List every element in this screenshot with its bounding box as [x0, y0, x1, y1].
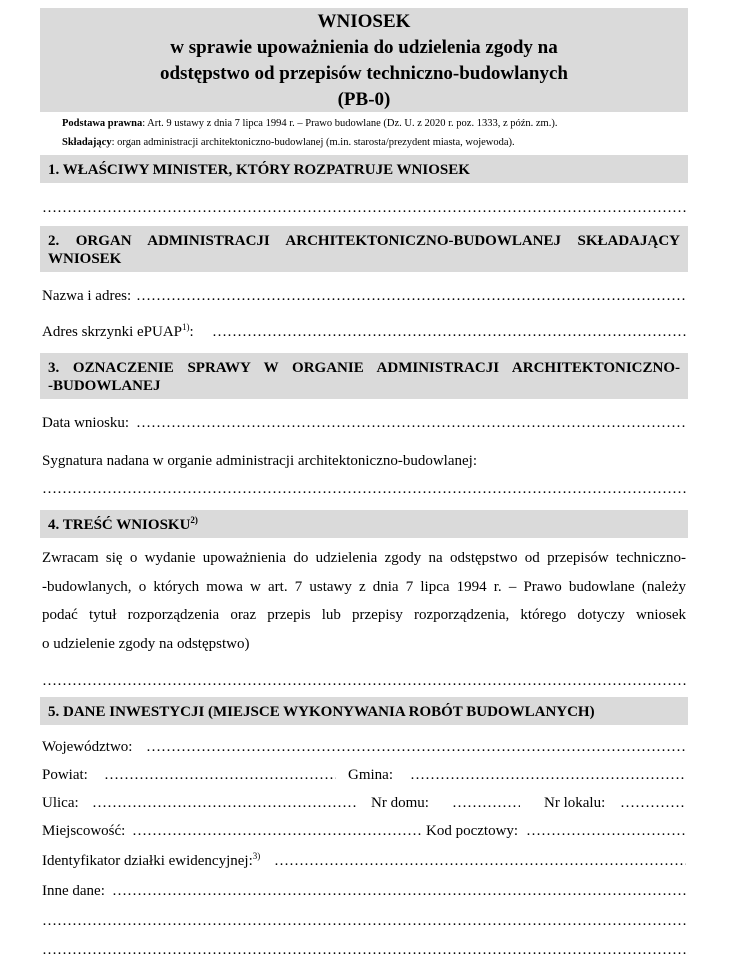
form-subtitle-line2: odstępstwo od przepisów techniczno-budowlanych: [159, 63, 568, 84]
municipality-field[interactable]: [410, 766, 686, 784]
voivodeship-label: Województwo:: [42, 739, 133, 755]
postal-code-label: Kod pocztowy:: [426, 823, 519, 839]
section-3-title-line2: -BUDOWLANEJ: [48, 378, 161, 394]
locality-label: Miejscowość:: [42, 823, 126, 839]
other-data-field-3[interactable]: [42, 941, 686, 959]
parcel-id-field[interactable]: [274, 852, 686, 870]
section-2-header: [40, 226, 688, 272]
section-4-header: [40, 510, 688, 538]
minister-field[interactable]: [42, 199, 686, 217]
section-3-header: [40, 353, 688, 399]
request-content-field[interactable]: [42, 672, 686, 690]
other-data-label: Inne dane:: [42, 883, 105, 899]
epuap-field[interactable]: [212, 323, 686, 341]
request-content-line1: Zwracam się o wydanie upoważnienia do udzielenia zgody na odstępstwo od przepisów techniczno-: [42, 550, 686, 566]
postal-code-label-wrap: [426, 822, 526, 840]
county-label: Powiat:: [42, 767, 88, 783]
legal-basis-label: Podstawa prawna: [62, 118, 143, 129]
municipality-label: Gmina:: [348, 767, 393, 783]
voivodeship-field[interactable]: [146, 738, 686, 756]
epuap-colon: :: [189, 324, 194, 340]
request-date-label: Data wniosku:: [42, 415, 130, 431]
postal-code-field[interactable]: [526, 822, 686, 840]
house-no-label-wrap: [371, 794, 451, 812]
house-no-field[interactable]: [452, 794, 520, 812]
submitter-info: [62, 137, 515, 148]
house-no-label: Nr domu:: [371, 795, 429, 811]
legal-basis-text: : Art. 9 ustawy z dnia 7 lipca 1994 r. – Prawo budowlane (Dz. U. z 2020 r. poz. 1333, z późn. zm.).: [142, 118, 558, 129]
case-signature-field[interactable]: [42, 480, 686, 498]
request-content-line2: -budowlanych, o których mowa w art. 7 ustawy z dnia 7 lipca 1994 r. – Prawo budowlane (należy: [42, 578, 686, 595]
epuap-label: Adres skrzynki ePUAP: [42, 324, 182, 340]
street-field[interactable]: [92, 794, 358, 812]
form-header: [40, 8, 688, 112]
parcel-id-footnote: 3): [252, 852, 261, 861]
section-2-title-line1: 2. ORGAN ADMINISTRACJI ARCHITEKTONICZNO-BUDOWLANEJ SKŁADAJĄCY: [48, 233, 680, 249]
municipality-label-wrap: [348, 766, 408, 784]
other-data-field-2[interactable]: [42, 912, 686, 930]
other-data-field[interactable]: [112, 882, 686, 900]
form-code: (PB-0): [337, 89, 391, 110]
form-title: WNIOSEK: [317, 11, 411, 32]
flat-no-label-wrap: [544, 794, 624, 812]
parcel-id-label: Identyfikator działki ewidencyjnej:: [42, 853, 253, 869]
authority-name-label: Nazwa i adres:: [42, 288, 132, 304]
request-content-line3: podać tytuł rozporządzenia oraz przepis lub przepisy rozporządzenia, którego dotyczy wniosek: [42, 607, 686, 623]
epuap-footnote: 1): [182, 323, 190, 332]
request-content-text: [42, 544, 686, 658]
form-subtitle-line1: w sprawie upoważnienia do udzielenia zgody na: [170, 37, 558, 58]
submitter-text: : organ administracji architektoniczno-budowlanej (m.in. starosta/prezydent miasta, wojewoda).: [111, 137, 515, 148]
section-5-header: [40, 697, 688, 725]
legal-basis: [62, 118, 557, 129]
request-content-line4: o udzielenie zgody na odstępstwo): [42, 635, 250, 652]
locality-field[interactable]: [132, 822, 422, 840]
section-3-title-line1: 3. OZNACZENIE SPRAWY W ORGANIE ADMINISTRACJI ARCHITEKTONICZNO-: [48, 360, 680, 376]
county-field[interactable]: [104, 766, 336, 784]
section-1-title: 1. WŁAŚCIWY MINISTER, KTÓRY ROZPATRUJE WNIOSEK: [48, 162, 470, 178]
section-4-footnote: 2): [190, 515, 198, 525]
flat-no-field[interactable]: [620, 794, 686, 812]
section-2-title-line2: WNIOSEK: [48, 251, 122, 267]
case-signature-row: [42, 452, 686, 470]
section-1-header: [40, 155, 688, 183]
case-signature-label: Sygnatura nadana w organie administracji architektoniczno-budowlanej:: [42, 453, 477, 469]
submitter-label: Składający: [62, 137, 112, 148]
authority-name-field[interactable]: [136, 287, 686, 305]
section-4-title: 4. TREŚĆ WNIOSKU: [48, 517, 191, 533]
street-label: Ulica:: [42, 795, 79, 811]
request-date-field[interactable]: [136, 414, 686, 432]
section-5-title: 5. DANE INWESTYCJI (MIEJSCE WYKONYWANIA ROBÓT BUDOWLANYCH): [48, 704, 595, 720]
flat-no-label: Nr lokalu:: [544, 795, 606, 811]
